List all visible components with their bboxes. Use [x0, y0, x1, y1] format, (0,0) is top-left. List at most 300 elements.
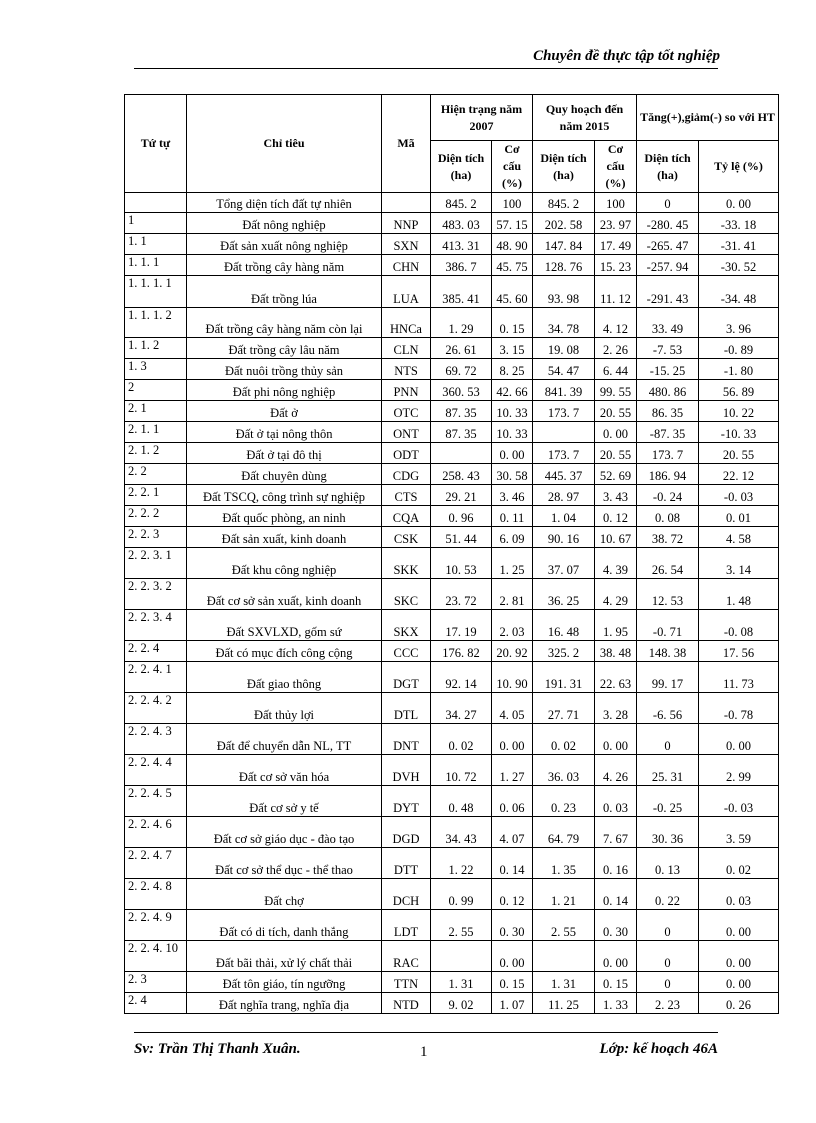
row-area-2007: 9. 02	[431, 993, 492, 1014]
footer-student: Sv: Trần Thị Thanh Xuân.	[134, 1041, 301, 1057]
row-change-ratio: -30. 52	[699, 255, 779, 276]
row-structure-2007: 0. 12	[492, 879, 533, 910]
row-area-2007: 386. 7	[431, 255, 492, 276]
row-area-2007: 0. 48	[431, 786, 492, 817]
col-order-header: Tứ tự	[125, 95, 187, 193]
row-indicator: Đất quốc phòng, an ninh	[187, 506, 382, 527]
row-change-ratio: -0. 03	[699, 485, 779, 506]
row-structure-2007: 3. 46	[492, 485, 533, 506]
table-row	[125, 485, 779, 506]
row-change-area: -7. 53	[637, 338, 699, 359]
row-indicator: Đất giao thông	[187, 662, 382, 693]
row-area-2007	[431, 443, 492, 464]
row-area-2015: 147. 84	[533, 234, 595, 255]
row-area-2015: 54. 47	[533, 359, 595, 380]
row-structure-2007: 8. 25	[492, 359, 533, 380]
row-area-2015: 36. 25	[533, 579, 595, 610]
row-structure-2015: 52. 69	[595, 464, 637, 485]
row-indicator: Đất SXVLXD, gốm sứ	[187, 610, 382, 641]
row-indicator: Đất trồng cây lâu năm	[187, 338, 382, 359]
row-code: OTC	[382, 401, 431, 422]
group-change-header: Tăng(+),giảm(-) so với HT	[637, 95, 779, 141]
row-structure-2007: 0. 00	[492, 724, 533, 755]
row-area-2007: 1. 29	[431, 308, 492, 338]
row-area-2007: 845. 2	[431, 193, 492, 213]
row-area-2015: 0. 23	[533, 786, 595, 817]
row-area-2015: 841. 39	[533, 380, 595, 401]
row-area-2007: 17. 19	[431, 610, 492, 641]
row-change-ratio: -1. 80	[699, 359, 779, 380]
row-area-2015: 16. 48	[533, 610, 595, 641]
row-indicator: Đất chuyên dùng	[187, 464, 382, 485]
row-structure-2007: 20. 92	[492, 641, 533, 662]
row-change-ratio: -33. 18	[699, 213, 779, 234]
row-structure-2007: 42. 66	[492, 380, 533, 401]
row-change-area: 148. 38	[637, 641, 699, 662]
row-order: 1	[125, 213, 187, 234]
row-order: 2. 4	[125, 993, 187, 1014]
row-order: 2. 2. 4. 1	[125, 662, 187, 693]
row-order: 2. 2. 4. 7	[125, 848, 187, 879]
row-code	[382, 193, 431, 213]
row-order: 2. 1	[125, 401, 187, 422]
group-plan-header: Quy hoạch đến năm 2015	[533, 95, 637, 141]
row-structure-2015: 11. 12	[595, 276, 637, 308]
row-area-2007: 413. 31	[431, 234, 492, 255]
row-indicator: Đất nông nghiệp	[187, 213, 382, 234]
row-change-area: 2. 23	[637, 993, 699, 1014]
row-code: LUA	[382, 276, 431, 308]
row-change-area: 0. 08	[637, 506, 699, 527]
row-code: LDT	[382, 910, 431, 941]
row-structure-2015: 4. 26	[595, 755, 637, 786]
row-change-ratio: -0. 89	[699, 338, 779, 359]
row-structure-2015: 0. 03	[595, 786, 637, 817]
table-row	[125, 276, 779, 308]
row-indicator: Đất TSCQ, công trình sự nghiệp	[187, 485, 382, 506]
row-structure-2007: 10. 33	[492, 401, 533, 422]
row-indicator: Đất sản xuất nông nghiệp	[187, 234, 382, 255]
row-structure-2015: 15. 23	[595, 255, 637, 276]
row-area-2007: 87. 35	[431, 401, 492, 422]
row-area-2015: 173. 7	[533, 443, 595, 464]
row-code: DTL	[382, 693, 431, 724]
row-structure-2015: 99. 55	[595, 380, 637, 401]
row-structure-2015: 3. 43	[595, 485, 637, 506]
header-rule	[134, 68, 718, 69]
row-order: 1. 1. 1. 1	[125, 276, 187, 308]
row-structure-2007: 0. 30	[492, 910, 533, 941]
row-change-area: -0. 71	[637, 610, 699, 641]
table-row	[125, 359, 779, 380]
row-change-area: 173. 7	[637, 443, 699, 464]
row-change-area: -265. 47	[637, 234, 699, 255]
row-area-2007	[431, 941, 492, 972]
table-row	[125, 548, 779, 579]
table-row	[125, 527, 779, 548]
row-code: DGD	[382, 817, 431, 848]
row-indicator: Đất để chuyển dẫn NL, TT	[187, 724, 382, 755]
sub-structure-2015: Cơ cấu (%)	[595, 141, 637, 193]
col-indicator-header: Chỉ tiêu	[187, 95, 382, 193]
row-structure-2015: 0. 16	[595, 848, 637, 879]
row-structure-2015: 17. 49	[595, 234, 637, 255]
row-area-2015: 0. 02	[533, 724, 595, 755]
col-code-header: Mã	[382, 95, 431, 193]
table-row	[125, 724, 779, 755]
row-structure-2007: 10. 33	[492, 422, 533, 443]
table-row	[125, 579, 779, 610]
table-row	[125, 662, 779, 693]
row-area-2015: 1. 21	[533, 879, 595, 910]
row-code: RAC	[382, 941, 431, 972]
row-change-area: 480. 86	[637, 380, 699, 401]
row-area-2015: 34. 78	[533, 308, 595, 338]
row-change-ratio: 0. 03	[699, 879, 779, 910]
row-area-2007: 10. 72	[431, 755, 492, 786]
row-indicator: Đất cơ sở y tế	[187, 786, 382, 817]
row-change-ratio: 0. 00	[699, 724, 779, 755]
row-change-ratio: -0. 03	[699, 786, 779, 817]
row-order: 1. 1	[125, 234, 187, 255]
row-change-ratio: 3. 96	[699, 308, 779, 338]
row-change-ratio: 11. 73	[699, 662, 779, 693]
row-structure-2007: 10. 90	[492, 662, 533, 693]
row-structure-2015: 0. 00	[595, 724, 637, 755]
row-area-2007: 0. 99	[431, 879, 492, 910]
table-row	[125, 879, 779, 910]
row-area-2007: 10. 53	[431, 548, 492, 579]
row-code: DGT	[382, 662, 431, 693]
row-order	[125, 193, 187, 213]
row-structure-2015: 1. 33	[595, 993, 637, 1014]
row-code: HNCa	[382, 308, 431, 338]
row-area-2015: 128. 76	[533, 255, 595, 276]
row-change-ratio: 1. 48	[699, 579, 779, 610]
row-structure-2015: 0. 15	[595, 972, 637, 993]
row-structure-2007: 1. 07	[492, 993, 533, 1014]
row-order: 2. 2. 3. 4	[125, 610, 187, 641]
row-area-2015: 1. 04	[533, 506, 595, 527]
row-structure-2015: 0. 30	[595, 910, 637, 941]
row-indicator: Tổng diện tích đất tự nhiên	[187, 193, 382, 213]
table-row	[125, 817, 779, 848]
row-order: 2	[125, 380, 187, 401]
row-structure-2015: 6. 44	[595, 359, 637, 380]
row-structure-2015: 0. 12	[595, 506, 637, 527]
table-row	[125, 443, 779, 464]
table-body	[125, 193, 779, 1014]
row-order: 2. 2. 3. 1	[125, 548, 187, 579]
row-structure-2007: 0. 00	[492, 443, 533, 464]
table-row	[125, 910, 779, 941]
row-change-area: 0	[637, 724, 699, 755]
row-structure-2007: 0. 11	[492, 506, 533, 527]
footer-rule	[134, 1032, 718, 1033]
row-order: 2. 2. 4. 5	[125, 786, 187, 817]
row-change-ratio: -0. 78	[699, 693, 779, 724]
row-change-area: 25. 31	[637, 755, 699, 786]
row-code: NTS	[382, 359, 431, 380]
row-change-ratio: 3. 14	[699, 548, 779, 579]
row-area-2015: 2. 55	[533, 910, 595, 941]
row-area-2015: 11. 25	[533, 993, 595, 1014]
table-row	[125, 464, 779, 485]
footer-class: Lớp: kế hoạch 46A	[599, 1041, 718, 1057]
table-row	[125, 193, 779, 213]
row-code: SKX	[382, 610, 431, 641]
row-area-2015: 64. 79	[533, 817, 595, 848]
row-indicator: Đất nghĩa trang, nghĩa địa	[187, 993, 382, 1014]
row-structure-2007: 45. 75	[492, 255, 533, 276]
row-area-2007: 26. 61	[431, 338, 492, 359]
row-area-2015: 173. 7	[533, 401, 595, 422]
row-change-ratio: 10. 22	[699, 401, 779, 422]
table-row	[125, 693, 779, 724]
table-row	[125, 972, 779, 993]
row-structure-2007: 100	[492, 193, 533, 213]
row-change-area: 0. 22	[637, 879, 699, 910]
row-order: 2. 2. 4. 4	[125, 755, 187, 786]
row-area-2007: 483. 03	[431, 213, 492, 234]
row-order: 2. 1. 2	[125, 443, 187, 464]
row-structure-2007: 4. 05	[492, 693, 533, 724]
row-code: CQA	[382, 506, 431, 527]
row-indicator: Đất có mục đích công cộng	[187, 641, 382, 662]
row-structure-2015: 4. 29	[595, 579, 637, 610]
row-code: ODT	[382, 443, 431, 464]
row-area-2015	[533, 422, 595, 443]
row-area-2007: 176. 82	[431, 641, 492, 662]
row-indicator: Đất có di tích, danh thắng	[187, 910, 382, 941]
row-change-ratio: 0. 02	[699, 848, 779, 879]
row-change-area: 26. 54	[637, 548, 699, 579]
row-order: 2. 2. 4. 3	[125, 724, 187, 755]
row-order: 2. 2. 4. 8	[125, 879, 187, 910]
row-change-ratio: 0. 00	[699, 193, 779, 213]
row-structure-2007: 4. 07	[492, 817, 533, 848]
sub-area-2007: Diện tích (ha)	[431, 141, 492, 193]
row-code: SKK	[382, 548, 431, 579]
row-indicator: Đất tôn giáo, tín ngưỡng	[187, 972, 382, 993]
table-row	[125, 308, 779, 338]
row-structure-2007: 0. 15	[492, 308, 533, 338]
row-area-2015	[533, 941, 595, 972]
row-indicator: Đất trồng cây hàng năm	[187, 255, 382, 276]
row-area-2015: 445. 37	[533, 464, 595, 485]
row-indicator: Đất cơ sở văn hóa	[187, 755, 382, 786]
table-row	[125, 255, 779, 276]
row-change-area: -0. 25	[637, 786, 699, 817]
table-row	[125, 993, 779, 1014]
row-area-2007: 0. 02	[431, 724, 492, 755]
row-indicator: Đất cơ sở thể dục - thể thao	[187, 848, 382, 879]
row-area-2015: 27. 71	[533, 693, 595, 724]
row-area-2015: 90. 16	[533, 527, 595, 548]
row-area-2007: 1. 31	[431, 972, 492, 993]
row-order: 2. 2. 4. 2	[125, 693, 187, 724]
row-change-area: 38. 72	[637, 527, 699, 548]
row-change-ratio: 0. 00	[699, 972, 779, 993]
sub-structure-2007: Cơ cấu (%)	[492, 141, 533, 193]
row-indicator: Đất trồng cây hàng năm còn lại	[187, 308, 382, 338]
row-order: 2. 2. 4. 6	[125, 817, 187, 848]
row-change-area: -6. 56	[637, 693, 699, 724]
table-row	[125, 422, 779, 443]
row-code: CCC	[382, 641, 431, 662]
row-indicator: Đất ở tại nông thôn	[187, 422, 382, 443]
row-structure-2007: 48. 90	[492, 234, 533, 255]
row-code: PNN	[382, 380, 431, 401]
header-title: Chuyên đề thực tập tốt nghiệp	[533, 48, 720, 64]
row-structure-2007: 1. 27	[492, 755, 533, 786]
row-order: 2. 2. 4. 10	[125, 941, 187, 972]
row-change-ratio: -10. 33	[699, 422, 779, 443]
row-change-area: 86. 35	[637, 401, 699, 422]
row-structure-2007: 3. 15	[492, 338, 533, 359]
row-code: DTT	[382, 848, 431, 879]
row-order: 2. 2	[125, 464, 187, 485]
row-area-2007: 258. 43	[431, 464, 492, 485]
row-change-ratio: 22. 12	[699, 464, 779, 485]
row-structure-2015: 0. 14	[595, 879, 637, 910]
row-change-area: -280. 45	[637, 213, 699, 234]
row-code: CTS	[382, 485, 431, 506]
row-indicator: Đất thủy lợi	[187, 693, 382, 724]
row-indicator: Đất bãi thải, xử lý chất thải	[187, 941, 382, 972]
row-change-ratio: -34. 48	[699, 276, 779, 308]
row-area-2015: 28. 97	[533, 485, 595, 506]
row-indicator: Đất cơ sở giáo dục - đào tạo	[187, 817, 382, 848]
row-structure-2007: 0. 06	[492, 786, 533, 817]
page-number: 1	[420, 1044, 428, 1060]
row-area-2015: 19. 08	[533, 338, 595, 359]
row-structure-2007: 0. 15	[492, 972, 533, 993]
row-code: CDG	[382, 464, 431, 485]
row-area-2007: 1. 22	[431, 848, 492, 879]
row-indicator: Đất sản xuất, kinh doanh	[187, 527, 382, 548]
row-code: CSK	[382, 527, 431, 548]
table-row	[125, 380, 779, 401]
row-area-2007: 34. 27	[431, 693, 492, 724]
table-row	[125, 234, 779, 255]
row-structure-2007: 6. 09	[492, 527, 533, 548]
row-order: 1. 1. 1. 2	[125, 308, 187, 338]
table-row	[125, 786, 779, 817]
row-change-area: 0. 13	[637, 848, 699, 879]
row-change-ratio: 4. 58	[699, 527, 779, 548]
row-structure-2015: 7. 67	[595, 817, 637, 848]
row-change-ratio: -0. 08	[699, 610, 779, 641]
row-area-2015: 1. 35	[533, 848, 595, 879]
row-code: SXN	[382, 234, 431, 255]
row-change-ratio: 2. 99	[699, 755, 779, 786]
row-structure-2007: 0. 14	[492, 848, 533, 879]
row-structure-2007: 45. 60	[492, 276, 533, 308]
row-order: 1. 1. 2	[125, 338, 187, 359]
row-indicator: Đất ở	[187, 401, 382, 422]
row-structure-2015: 20. 55	[595, 443, 637, 464]
row-indicator: Đất khu công nghiệp	[187, 548, 382, 579]
row-code: DNT	[382, 724, 431, 755]
row-order: 1. 3	[125, 359, 187, 380]
row-change-ratio: 3. 59	[699, 817, 779, 848]
row-change-ratio: 0. 26	[699, 993, 779, 1014]
row-area-2007: 92. 14	[431, 662, 492, 693]
row-code: TTN	[382, 972, 431, 993]
row-indicator: Đất phi nông nghiệp	[187, 380, 382, 401]
row-change-ratio: 0. 01	[699, 506, 779, 527]
row-structure-2015: 2. 26	[595, 338, 637, 359]
row-change-area: -257. 94	[637, 255, 699, 276]
row-structure-2015: 4. 39	[595, 548, 637, 579]
row-code: NTD	[382, 993, 431, 1014]
row-change-area: 0	[637, 972, 699, 993]
table-row	[125, 506, 779, 527]
row-structure-2015: 22. 63	[595, 662, 637, 693]
row-change-ratio: -31. 41	[699, 234, 779, 255]
row-order: 1. 1. 1	[125, 255, 187, 276]
row-code: CHN	[382, 255, 431, 276]
row-change-area: 12. 53	[637, 579, 699, 610]
row-code: ONT	[382, 422, 431, 443]
row-area-2007: 0. 96	[431, 506, 492, 527]
row-order: 2. 1. 1	[125, 422, 187, 443]
row-change-area: 30. 36	[637, 817, 699, 848]
row-indicator: Đất trồng lúa	[187, 276, 382, 308]
row-area-2007: 51. 44	[431, 527, 492, 548]
row-area-2015: 93. 98	[533, 276, 595, 308]
row-area-2015: 325. 2	[533, 641, 595, 662]
table-row	[125, 641, 779, 662]
row-change-ratio: 56. 89	[699, 380, 779, 401]
row-structure-2007: 0. 00	[492, 941, 533, 972]
row-change-area: -291. 43	[637, 276, 699, 308]
row-order: 2. 3	[125, 972, 187, 993]
row-structure-2007: 30. 58	[492, 464, 533, 485]
row-code: DVH	[382, 755, 431, 786]
table-row	[125, 941, 779, 972]
row-change-area: 0	[637, 193, 699, 213]
row-change-area: 0	[637, 910, 699, 941]
row-order: 2. 2. 3	[125, 527, 187, 548]
row-structure-2015: 23. 97	[595, 213, 637, 234]
table-row	[125, 213, 779, 234]
table-row	[125, 401, 779, 422]
row-change-area: 186. 94	[637, 464, 699, 485]
row-change-area: 0	[637, 941, 699, 972]
row-change-ratio: 17. 56	[699, 641, 779, 662]
row-area-2007: 29. 21	[431, 485, 492, 506]
row-area-2015: 36. 03	[533, 755, 595, 786]
row-area-2007: 69. 72	[431, 359, 492, 380]
row-area-2015: 37. 07	[533, 548, 595, 579]
table-row	[125, 848, 779, 879]
row-indicator: Đất cơ sở sản xuất, kinh doanh	[187, 579, 382, 610]
group-current-header: Hiện trạng năm 2007	[431, 95, 533, 141]
row-structure-2015: 100	[595, 193, 637, 213]
row-area-2007: 87. 35	[431, 422, 492, 443]
row-structure-2015: 20. 55	[595, 401, 637, 422]
sub-ratio-change: Tỷ lệ (%)	[699, 141, 779, 193]
row-code: SKC	[382, 579, 431, 610]
row-area-2015: 1. 31	[533, 972, 595, 993]
row-area-2015: 202. 58	[533, 213, 595, 234]
row-code: DYT	[382, 786, 431, 817]
row-area-2007: 2. 55	[431, 910, 492, 941]
row-order: 2. 2. 3. 2	[125, 579, 187, 610]
sub-area-change: Diện tích (ha)	[637, 141, 699, 193]
